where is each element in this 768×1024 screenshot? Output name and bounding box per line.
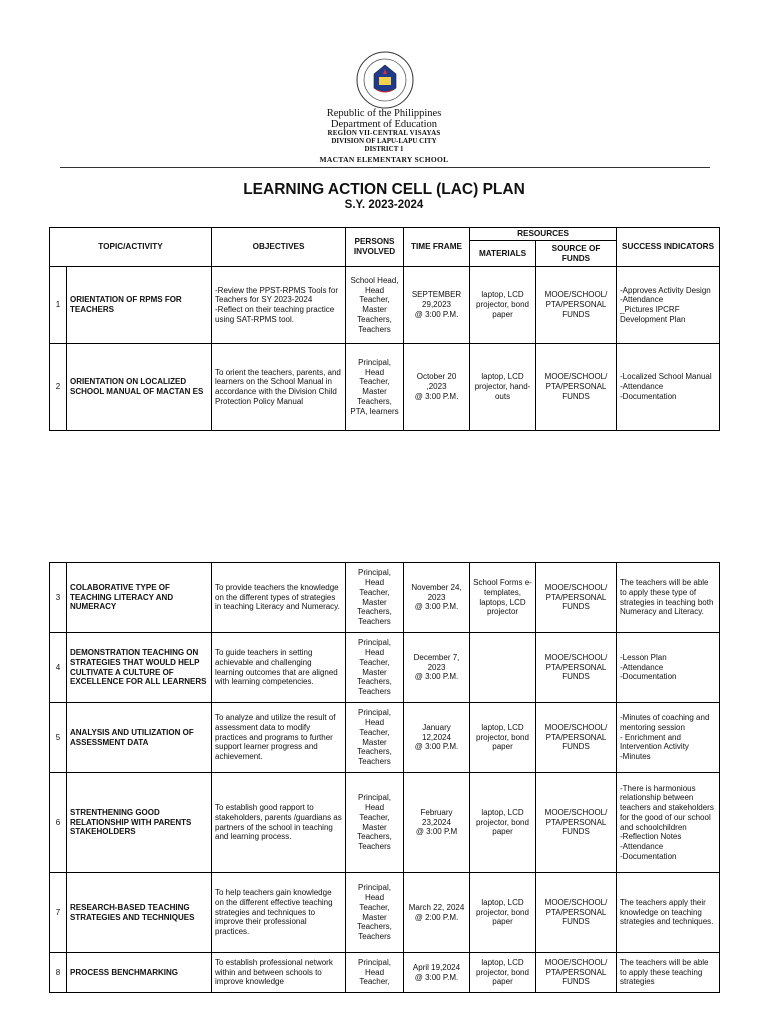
time-frame-cell: December 7, 2023 @ 3:00 P.M. bbox=[404, 633, 470, 703]
objectives-cell: To help teachers gain knowledge on the different effective teaching strategies and techniques to improve their professional practices. bbox=[212, 873, 346, 953]
time-frame-cell: April 19,2024 @ 3:00 P.M. bbox=[404, 953, 470, 993]
time-frame-cell: February 23,2024 @ 3:00 P.M bbox=[404, 773, 470, 873]
header-success: SUCCESS INDICATORS bbox=[617, 228, 720, 267]
funds-cell: MOOE/SCHOOL/ PTA/PERSONAL FUNDS bbox=[536, 773, 617, 873]
row-number: 1 bbox=[50, 267, 67, 344]
persons-cell: Principal, Head Teacher, Master Teachers, Teachers bbox=[346, 873, 404, 953]
objectives-cell: -Review the PPST-RPMS Tools for Teachers for SY 2023-2024 -Reflect on their teaching practice using SAT-RPMS tool. bbox=[212, 267, 346, 344]
materials-cell bbox=[470, 633, 536, 703]
table-row bbox=[50, 703, 720, 773]
success-indicators-cell: -Localized School Manual -Attendance -Documentation bbox=[617, 344, 720, 431]
persons-cell: Principal, Head Teacher, Master Teachers, Teachers bbox=[346, 703, 404, 773]
district-line: DISTRICT 1 bbox=[364, 145, 404, 153]
funds-cell: MOOE/SCHOOL/ PTA/PERSONAL FUNDS bbox=[536, 563, 617, 633]
department-line: Department of Education bbox=[330, 119, 438, 130]
table-row bbox=[50, 953, 720, 993]
funds-cell: MOOE/SCHOOL/ PTA/PERSONAL FUNDS bbox=[536, 344, 617, 431]
topic-cell: PROCESS BENCHMARKING bbox=[67, 953, 212, 993]
table-row bbox=[50, 563, 720, 633]
table-row bbox=[50, 267, 720, 344]
lac-plan-table-page-2 bbox=[49, 562, 720, 993]
topic-cell: ORIENTATION OF RPMS FOR TEACHERS bbox=[67, 267, 212, 344]
time-frame-cell: November 24, 2023 @ 3:00 P.M. bbox=[404, 563, 470, 633]
objectives-cell: To analyze and utilize the result of assessment data to modify practices and programs to further support learner progress and achievement. bbox=[212, 703, 346, 773]
header-divider bbox=[60, 167, 710, 168]
funds-cell: MOOE/SCHOOL/ PTA/PERSONAL FUNDS bbox=[536, 873, 617, 953]
persons-cell: Principal, Head Teacher, Master Teachers, Teachers bbox=[346, 633, 404, 703]
table-body-page-1 bbox=[50, 267, 720, 431]
persons-cell: School Head, Head Teacher, Master Teachers, Teachers bbox=[346, 267, 404, 344]
success-indicators-cell: The teachers apply their knowledge on teaching strategies and techniques. bbox=[617, 873, 720, 953]
objectives-cell: To establish professional network within and between schools to improve knowledge bbox=[212, 953, 346, 993]
table-body-page-2 bbox=[50, 563, 720, 993]
division-line: DIVISION OF LAPU-LAPU CITY bbox=[331, 137, 437, 145]
materials-cell: laptop, LCD projector, bond paper bbox=[470, 267, 536, 344]
persons-cell: Principal, Head Teacher, Master Teachers, PTA, learners bbox=[346, 344, 404, 431]
persons-cell: Principal, Head Teacher, Master Teachers, Teachers bbox=[346, 773, 404, 873]
topic-cell: ORIENTATION ON LOCALIZED SCHOOL MANUAL OF MACTAN ES bbox=[67, 344, 212, 431]
success-indicators-cell: -There is harmonious relationship between teachers and stakeholders for the good of our school and schoolchildren -Reflection Notes -Attendance -Documentation bbox=[617, 773, 720, 873]
materials-cell: laptop, LCD projector, hand-outs bbox=[470, 344, 536, 431]
materials-cell: School Forms e-templates, laptops, LCD projector bbox=[470, 563, 536, 633]
header-resources: RESOURCES bbox=[470, 228, 617, 241]
row-number: 8 bbox=[50, 953, 67, 993]
objectives-cell: To guide teachers in setting achievable and challenging learning outcomes that are aligned with learning competencies. bbox=[212, 633, 346, 703]
header-time: TIME FRAME bbox=[404, 228, 470, 267]
topic-cell: DEMONSTRATION TEACHING ON STRATEGIES THAT WOULD HELP CULTIVATE A CULTURE OF EXCELLENCE FOR ALL LEARNERS bbox=[67, 633, 212, 703]
page-subtitle: S.Y. 2023-2024 bbox=[344, 199, 424, 211]
row-number: 2 bbox=[50, 344, 67, 431]
republic-line: Republic of the Philippines bbox=[326, 108, 442, 119]
header-topic: TOPIC/ACTIVITY bbox=[50, 228, 212, 267]
funds-cell: MOOE/SCHOOL/ PTA/PERSONAL FUNDS bbox=[536, 267, 617, 344]
success-indicators-cell: The teachers will be able to apply these teaching strategies bbox=[617, 953, 720, 993]
persons-cell: Principal, Head Teacher, bbox=[346, 953, 404, 993]
table-row bbox=[50, 773, 720, 873]
page-title: LEARNING ACTION CELL (LAC) PLAN bbox=[243, 181, 525, 198]
row-number: 3 bbox=[50, 563, 67, 633]
table-row bbox=[50, 633, 720, 703]
region-line: REGION VII-CENTRAL VISAYAS bbox=[327, 129, 441, 137]
table-row bbox=[50, 344, 720, 431]
objectives-cell: To establish good rapport to stakeholders, parents /guardians as partners of the school in teaching and learning process. bbox=[212, 773, 346, 873]
row-number: 6 bbox=[50, 773, 67, 873]
deped-seal-icon bbox=[355, 50, 415, 110]
objectives-cell: To provide teachers the knowledge on the different types of strategies in teaching Literacy and Numeracy. bbox=[212, 563, 346, 633]
time-frame-cell: March 22, 2024 @ 2:00 P.M. bbox=[404, 873, 470, 953]
topic-cell: RESEARCH-BASED TEACHING STRATEGIES AND TECHNIQUES bbox=[67, 873, 212, 953]
topic-cell: ANALYSIS AND UTILIZATION OF ASSESSMENT DATA bbox=[67, 703, 212, 773]
time-frame-cell: January 12,2024 @ 3:00 P.M. bbox=[404, 703, 470, 773]
success-indicators-cell: -Approves Activity Design -Attendance _Pictures IPCRF Development Plan bbox=[617, 267, 720, 344]
header-materials: MATERIALS bbox=[470, 241, 536, 267]
materials-cell: laptop, LCD projector, bond paper bbox=[470, 703, 536, 773]
header-objectives: OBJECTIVES bbox=[212, 228, 346, 267]
materials-cell: laptop, LCD projector, bond paper bbox=[470, 953, 536, 993]
school-name: MACTAN ELEMENTARY SCHOOL bbox=[319, 155, 449, 164]
topic-cell: STRENTHENING GOOD RELATIONSHIP WITH PARENTS STAKEHOLDERS bbox=[67, 773, 212, 873]
objectives-cell: To orient the teachers, parents, and learners on the School Manual in accordance with the Division Child Protection Policy Manual bbox=[212, 344, 346, 431]
topic-cell: COLABORATIVE TYPE OF TEACHING LITERACY AND NUMERACY bbox=[67, 563, 212, 633]
time-frame-cell: SEPTEMBER 29,2023 @ 3:00 P.M. bbox=[404, 267, 470, 344]
time-frame-cell: October 20 ,2023 @ 3:00 P.M. bbox=[404, 344, 470, 431]
success-indicators-cell: The teachers will be able to apply these type of strategies in teaching both Numeracy and Literacy. bbox=[617, 563, 720, 633]
header-persons: PERSONS INVOLVED bbox=[346, 228, 404, 267]
row-number: 4 bbox=[50, 633, 67, 703]
materials-cell: laptop, LCD projector, bond paper bbox=[470, 773, 536, 873]
row-number: 7 bbox=[50, 873, 67, 953]
funds-cell: MOOE/SCHOOL/ PTA/PERSONAL FUNDS bbox=[536, 703, 617, 773]
success-indicators-cell: -Minutes of coaching and mentoring session - Enrichment and Intervention Activity -Minutes bbox=[617, 703, 720, 773]
funds-cell: MOOE/SCHOOL/ PTA/PERSONAL FUNDS bbox=[536, 953, 617, 993]
materials-cell: laptop, LCD projector, bond paper bbox=[470, 873, 536, 953]
success-indicators-cell: -Lesson Plan -Attendance -Documentation bbox=[617, 633, 720, 703]
lac-plan-table-page-1 bbox=[49, 227, 720, 431]
table-row bbox=[50, 873, 720, 953]
row-number: 5 bbox=[50, 703, 67, 773]
header-funds: SOURCE OF FUNDS bbox=[536, 241, 617, 267]
funds-cell: MOOE/SCHOOL/ PTA/PERSONAL FUNDS bbox=[536, 633, 617, 703]
persons-cell: Principal, Head Teacher, Master Teachers, Teachers bbox=[346, 563, 404, 633]
